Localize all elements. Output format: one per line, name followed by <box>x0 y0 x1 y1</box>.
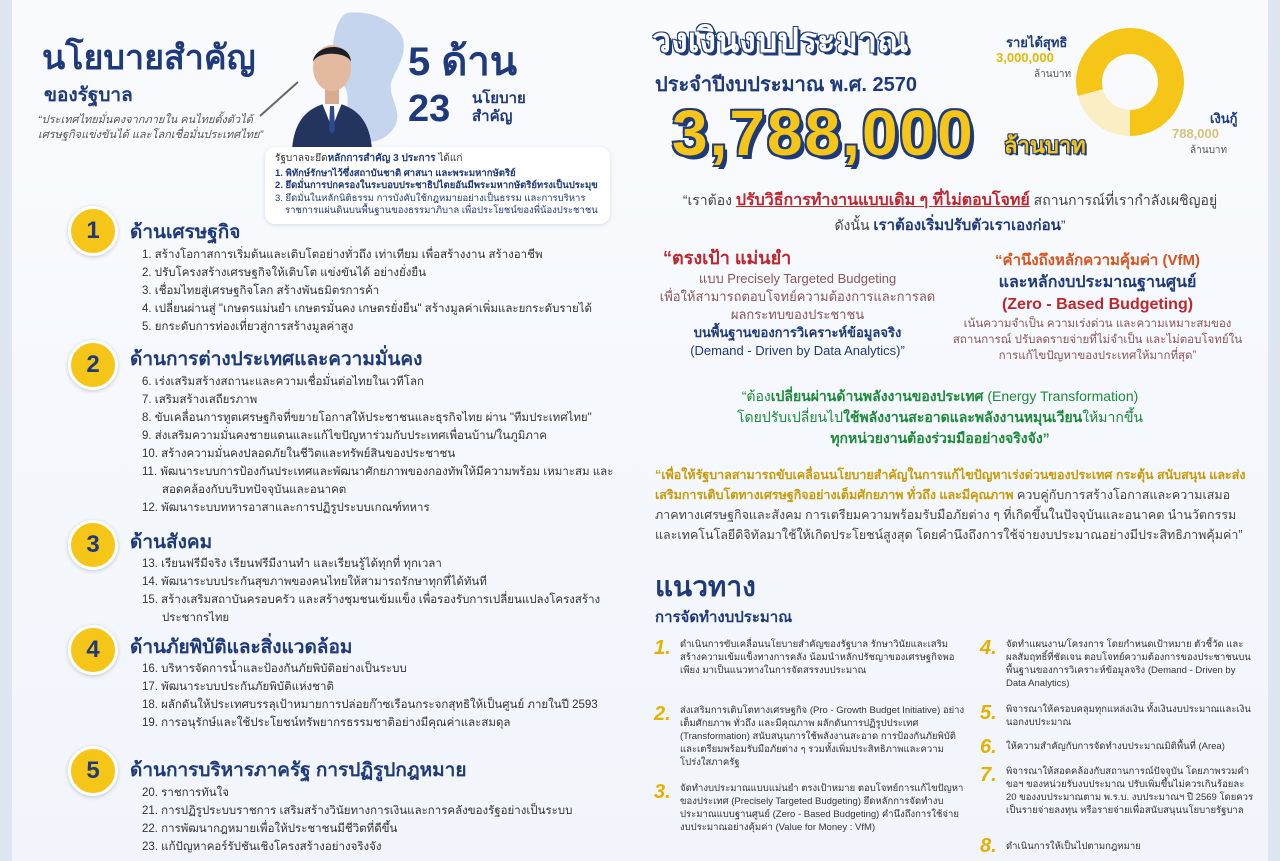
core-principles-box <box>265 147 610 224</box>
policy-item: 16. บริหารจัดการน้ำและป้องกันภัยพิบัติอย่างเป็นระบบ <box>142 663 407 675</box>
policy-item: 18. ผลักดันให้ประเทศบรรลุเป้าหมายการปล่อยก๊าซเรือนกระจกสุทธิให้เป็นศูนย์ ภายในปี 2593 <box>142 699 598 711</box>
budget-purpose-paragraph: “เพื่อให้รัฐบาลสามารถขับเคลื่อนนโยบายสำคัญในการแก้ไขปัญหาเร่งด่วนของประเทศ กระตุ้น สนับสนุน และส่งเสริมการเติบโตทางเศรษฐกิจอย่างเต็มศักยภาพ ทั่วถึง และมีคุณภาพ ควบคู่กับการสร้างโอกาสและความเสมอภาคทางเศรษฐกิจและสังคม การเตรียมความพร้อมรับมือภัยต่าง ๆ ที่เกิดขึ้นในปัจจุบันและอนาคต นำนวัตกรรมและเทคโนโลยีดิจิทัลมาใช้ให้เกิดประโยชน์สูงสุด โดยคำนึงถึงการใช้จ่ายงบประมาณอย่างมีประสิทธิภาพคุ้มค่า” <box>655 468 1246 542</box>
policy-areas-count: 5 ด้าน <box>408 40 518 84</box>
guideline-text: พิจารณาให้สอดคล้องกับสถานการณ์ปัจจุบัน โดยภาพรวมคำขอฯ ของหน่วยรับงบประมาณ ปรับเพิ่มขึ้นไม่ควรเกินร้อยละ 20 ของงบประมาณตาม พ.ร.บ. งบประมาณฯ ปี 2569 โดยควรเป็นรายจ่ายลงทุน หรือรายจ่ายเพื่อสนับสนุนนโยบายรัฐบาล <box>1006 766 1254 816</box>
policies-label-line2: สำคัญ <box>472 108 513 125</box>
section-title-social: ด้านสังคม <box>130 532 213 553</box>
section-items-foreign-security <box>142 373 620 517</box>
section-title-public-admin-law: ด้านการบริหารภาครัฐ การปฏิรูปกฎหมาย <box>130 760 467 781</box>
microphone <box>260 82 298 116</box>
budget-total-amount: 3,788,000 <box>672 97 975 169</box>
policy-item: 14. พัฒนาระบบประกันสุขภาพของคนไทยให้สามารถรักษาทุกที่ได้ทันที <box>142 576 487 588</box>
policy-item: 21. การปฏิรูประบบราชการ เสริมสร้างวินัยทางการเงินและการคลังของรัฐอย่างเป็นระบบ <box>142 805 573 817</box>
donut-amount-revenue: 3,000,000 <box>996 50 1054 65</box>
guideline-number: 3. <box>654 781 671 803</box>
precise-line: เพื่อให้สามารถตอบโจทย์ความต้องการและการลดผลกระทบของประชาชน <box>659 289 936 322</box>
section-number-badge: 2 <box>68 340 118 390</box>
policy-item: 6. เร่งเสริมสร้างสถานะและความเชื่อมั่นต่อไทยในเวทีโลก <box>142 376 424 388</box>
precise-targeted-box <box>655 246 940 360</box>
policy-item: 11. พัฒนาระบบการป้องกันประเทศและพัฒนาศักยภาพของกองทัพให้มีความพร้อม เหมาะสม และสอดคล้องกับบริบทปัจจุบันและอนาคต <box>142 466 614 496</box>
policy-item: 22. การพัฒนากฎหมายเพื่อให้ประชาชนมีชีวิตที่ดีขึ้น <box>142 823 398 835</box>
section-items-public-admin-law <box>142 784 620 856</box>
precise-title: “ตรงเป้า แม่นยำ <box>663 248 792 268</box>
policy-item: 1. สร้างโอกาสการเริ่มต้นและเติบโตอย่างทั่วถึง เท่าเทียม เพื่อสร้างงาน สร้างอาชีพ <box>142 249 543 261</box>
policy-item: 4. เปลี่ยนผ่านสู่ "เกษตรแม่นยำ เกษตรมั่นคง เกษตรยั่งยืน" สร้างมูลค่าเพิ่มและยกระดับรายได้ <box>142 303 593 315</box>
guideline-number: 5. <box>980 702 997 724</box>
section-title-foreign-security: ด้านการต่างประเทศและความมั่นคง <box>130 349 423 370</box>
principle-item: 2. ยึดมั่นการปกครองในระบอบประชาธิปไตยอันมีพระมหากษัตริย์ทรงเป็นประมุข <box>275 180 598 191</box>
quote-highlight: ปรับวิธีการทำงานแบบเดิม ๆ ที่ไม่ตอบโจทย์ <box>735 192 1030 209</box>
policy-item: 19. การอนุรักษ์และใช้ประโยชน์ทรัพยากรธรรมชาติอย่างมีคุณค่าและสมดุล <box>142 717 511 729</box>
guideline-text: พิจารณาให้ครอบคลุมทุกแหล่งเงิน ทั้งเงินงบประมาณและเงินนอกงบประมาณ <box>1006 704 1251 728</box>
principle-item: 3. ยึดมั่นในหลักนิติธรรม การบังคับใช้กฎหมายอย่างเป็นธรรม และการบริหารราชการแผ่นดินบนพื้นฐานของธรรมาภิบาล เพื่อประโยชน์ของพี่น้องประชาชน <box>275 192 598 216</box>
section-items-social <box>142 555 620 627</box>
vfm-title: “คำนึงถึงหลักความคุ้มค่า (VfM) <box>995 252 1200 269</box>
quote-emphasis: เราต้องเริ่มปรับตัวเราเองก่อน <box>873 217 1061 234</box>
guideline-text: ให้ความสำคัญกับการจัดทำงบประมาณมิติพื้นที่ (Area) <box>1006 741 1225 752</box>
budget-fiscal-year: ประจำปีงบประมาณ พ.ศ. 2570 <box>655 74 918 96</box>
principle-item: 1. พิทักษ์รักษาไว้ซึ่งสถาบันชาติ ศาสนา และพระมหากษัตริย์ <box>275 167 516 179</box>
zero-based-english: (Zero - Based Budgeting) <box>1001 296 1194 313</box>
precise-line: (Demand - Driven by Data Analytics)” <box>690 343 905 358</box>
guideline-text: ส่งเสริมการเติบโตทางเศรษฐกิจ (Pro - Growth Budget Initiative) อย่างเต็มศักยภาพ ทั่วถึง และมีคุณภาพ ผลักดันการปฏิรูปประเทศ (Transformation) สนับสนุนการใช้พลังงานสะอาด การป้องกันภัยพิบัติและเตรียมพร้อมรับมือภัยต่าง ๆ รวมทั้งเพิ่มประสิทธิภาพและความโปร่งใสภาครัฐ <box>680 705 965 768</box>
section-items-disaster-environment <box>142 660 620 732</box>
government-slogan: “ประเทศไทยมั่นคงจากภายใน คนไทยตั้งตัวได้ เศรษฐกิจแข่งขันได้ และโลกเชื่อมั่นประเทศไทย” <box>38 114 264 141</box>
principles-intro: รัฐบาลจะยึดหลักการสำคัญ 3 ประการ ได้แก่ <box>275 153 463 164</box>
guidelines-title: แนวทาง <box>655 571 756 602</box>
call-to-action-quote: “เราต้อง ปรับวิธีการทำงานแบบเดิม ๆ ที่ไม่ตอบโจทย์ สถานการณ์ที่เรากำลังเผชิญอยู่ ดังนั้น เราต้องเริ่มปรับตัวเราเองก่อน” <box>682 192 1218 234</box>
policy-item: 23. แก้ปัญหาคอร์รัปชันเชิงโครงสร้างอย่างจริงจัง <box>142 841 382 853</box>
section-number-badge: 4 <box>68 625 118 675</box>
policy-item: 12. พัฒนาระบบทหารอาสาและการปฏิรูประบบเกณฑ์ทหาร <box>142 502 430 514</box>
section-number-badge: 3 <box>68 520 118 570</box>
guideline-text: ดำเนินการให้เป็นไปตามกฎหมาย <box>1006 841 1141 852</box>
policies-count-label <box>472 90 526 126</box>
policy-item: 20. ราชการทันใจ <box>142 787 230 799</box>
guideline-number: 2. <box>654 703 671 725</box>
budget-total-unit: ล้านบาท <box>1004 133 1086 158</box>
policy-item: 7. เสริมสร้างเสถียรภาพ <box>142 394 258 406</box>
guideline-text: ดำเนินการขับเคลื่อนนโยบายสำคัญของรัฐบาล รักษาวินัยและเสริมสร้างความเข้มแข็งทางการคลัง น้อมนำหลักปรัชญาของเศรษฐกิจพอเพียง มาเป็นแนวทางในการจัดสรรงบประมาณ <box>680 639 955 676</box>
section-title-disaster-environment: ด้านภัยพิบัติและสิ่งแวดล้อม <box>130 637 353 658</box>
donut-slice-borrowing <box>1078 89 1130 136</box>
guideline-number: 7. <box>980 764 997 786</box>
page-subtitle: ของรัฐบาล <box>44 85 133 106</box>
policies-label-line1: นโยบาย <box>472 90 526 107</box>
donut-unit-borrowing: ล้านบาท <box>1190 145 1228 156</box>
budget-title: วงเงินงบประมาณ <box>652 22 909 60</box>
precise-line: แบบ Precisely Targeted Budgeting <box>698 271 897 286</box>
policy-item: 3. เชื่อมไทยสู่เศรษฐกิจโลก สร้างพันธมิตรการค้า <box>142 285 380 297</box>
policy-item: 13. เรียนฟรีมีจริง เรียนฟรีมีงานทำ และเรียนรู้ได้ทุกที่ ทุกเวลา <box>142 558 442 570</box>
policy-item: 10. สร้างความมั่นคงปลอดภัยในชีวิตและทรัพย์สินของประชาชน <box>142 448 456 460</box>
section-title-economy: ด้านเศรษฐกิจ <box>130 222 241 243</box>
donut-unit-revenue: ล้านบาท <box>1034 69 1072 80</box>
donut-label-borrowing: เงินกู้ <box>1210 111 1238 126</box>
vfm-zero-based-box <box>945 250 1250 364</box>
section-items-economy <box>142 246 620 336</box>
guidelines-subtitle: การจัดทำงบประมาณ <box>655 609 793 626</box>
guideline-number: 1. <box>654 637 671 659</box>
guideline-text: จัดทำงบประมาณแบบแม่นยำ ตรงเป้าหมาย ตอบโจทย์การแก้ไขปัญหาของประเทศ (Precisely Targeted Budgeting) ยึดหลักการจัดทำงบประมาณแบบฐานศูนย์ (Zero - Based Budgeting) คำนึงถึงการใช้จ่ายงบประมาณอย่างคุ้มค่า (Value for Money : VfM) <box>680 783 964 833</box>
policy-item: 5. ยกระดับการท่องเที่ยวสู่การสร้างมูลค่าสูง <box>142 321 354 333</box>
donut-label-revenue: รายได้สุทธิ <box>1006 35 1068 50</box>
policies-count: 23 <box>408 88 451 130</box>
policy-item: 8. ขับเคลื่อนการทูตเศรษฐกิจที่ขยายโอกาสให้ประชาชนและธุรกิจไทย ผ่าน "ทีมประเทศไทย" <box>142 412 592 424</box>
policy-item: 17. พัฒนาระบบประกันภัยพิบัติแห่งชาติ <box>142 681 334 693</box>
page-title: นโยบายสำคัญ <box>42 39 256 77</box>
guideline-text: จัดทำแผนงาน/โครงการ โดยกำหนดเป้าหมาย ตัวชี้วัด และผลสัมฤทธิ์ที่ชัดเจน ตอบโจทย์ความต้องการของประชาชนบนพื้นฐานของการวิเคราะห์ข้อมูลจริง (Demand - Driven by Data Analytics) <box>1006 639 1251 689</box>
section-number-badge: 1 <box>68 206 118 256</box>
budget-donut-chart <box>1075 27 1185 137</box>
policy-item: 15. สร้างเสริมสถาบันครอบครัว และสร้างชุมชนเข้มแข็ง เพื่อรองรับการเปลี่ยนแปลงโครงสร้างประชากรไทย <box>142 594 601 624</box>
donut-amount-borrowing: 788,000 <box>1172 126 1219 141</box>
prime-minister-photo <box>252 8 412 150</box>
policy-item: 2. ปรับโครงสร้างเศรษฐกิจให้เติบโต แข่งขันได้ อย่างยั่งยืน <box>142 267 426 279</box>
section-number-badge: 5 <box>68 746 118 796</box>
guideline-number: 6. <box>980 736 997 758</box>
precise-line: บนพื้นฐานของการวิเคราะห์ข้อมูลจริง <box>693 325 902 340</box>
zero-based-title: และหลักงบประมาณฐานศูนย์ <box>998 274 1197 291</box>
guideline-number: 8. <box>980 835 997 857</box>
vfm-description: เน้นความจำเป็น ความเร่งด่วน และความเหมาะสมของสถานการณ์ ปรับลดรายจ่ายที่ไม่จำเป็น และไม่ตอบโจทย์ในการแก้ไขปัญหาของประเทศให้มากที่สุด” <box>952 318 1243 362</box>
energy-transformation-note: “ต้องเปลี่ยนผ่านด้านพลังงานของประเทศ (Energy Transformation) โดยปรับเปลี่ยนไปใช้พลังงานสะอาดและพลังงานหมุนเวียนให้มากขึ้น ทุกหน่วยงานต้องร่วมมืออย่างจริงจัง” <box>737 388 1143 446</box>
policy-item: 9. ส่งเสริมความมั่นคงชายแดนและแก้ไขปัญหาร่วมกับประเทศเพื่อนบ้าน/ในภูมิภาค <box>142 430 548 442</box>
guideline-number: 4. <box>980 637 997 659</box>
